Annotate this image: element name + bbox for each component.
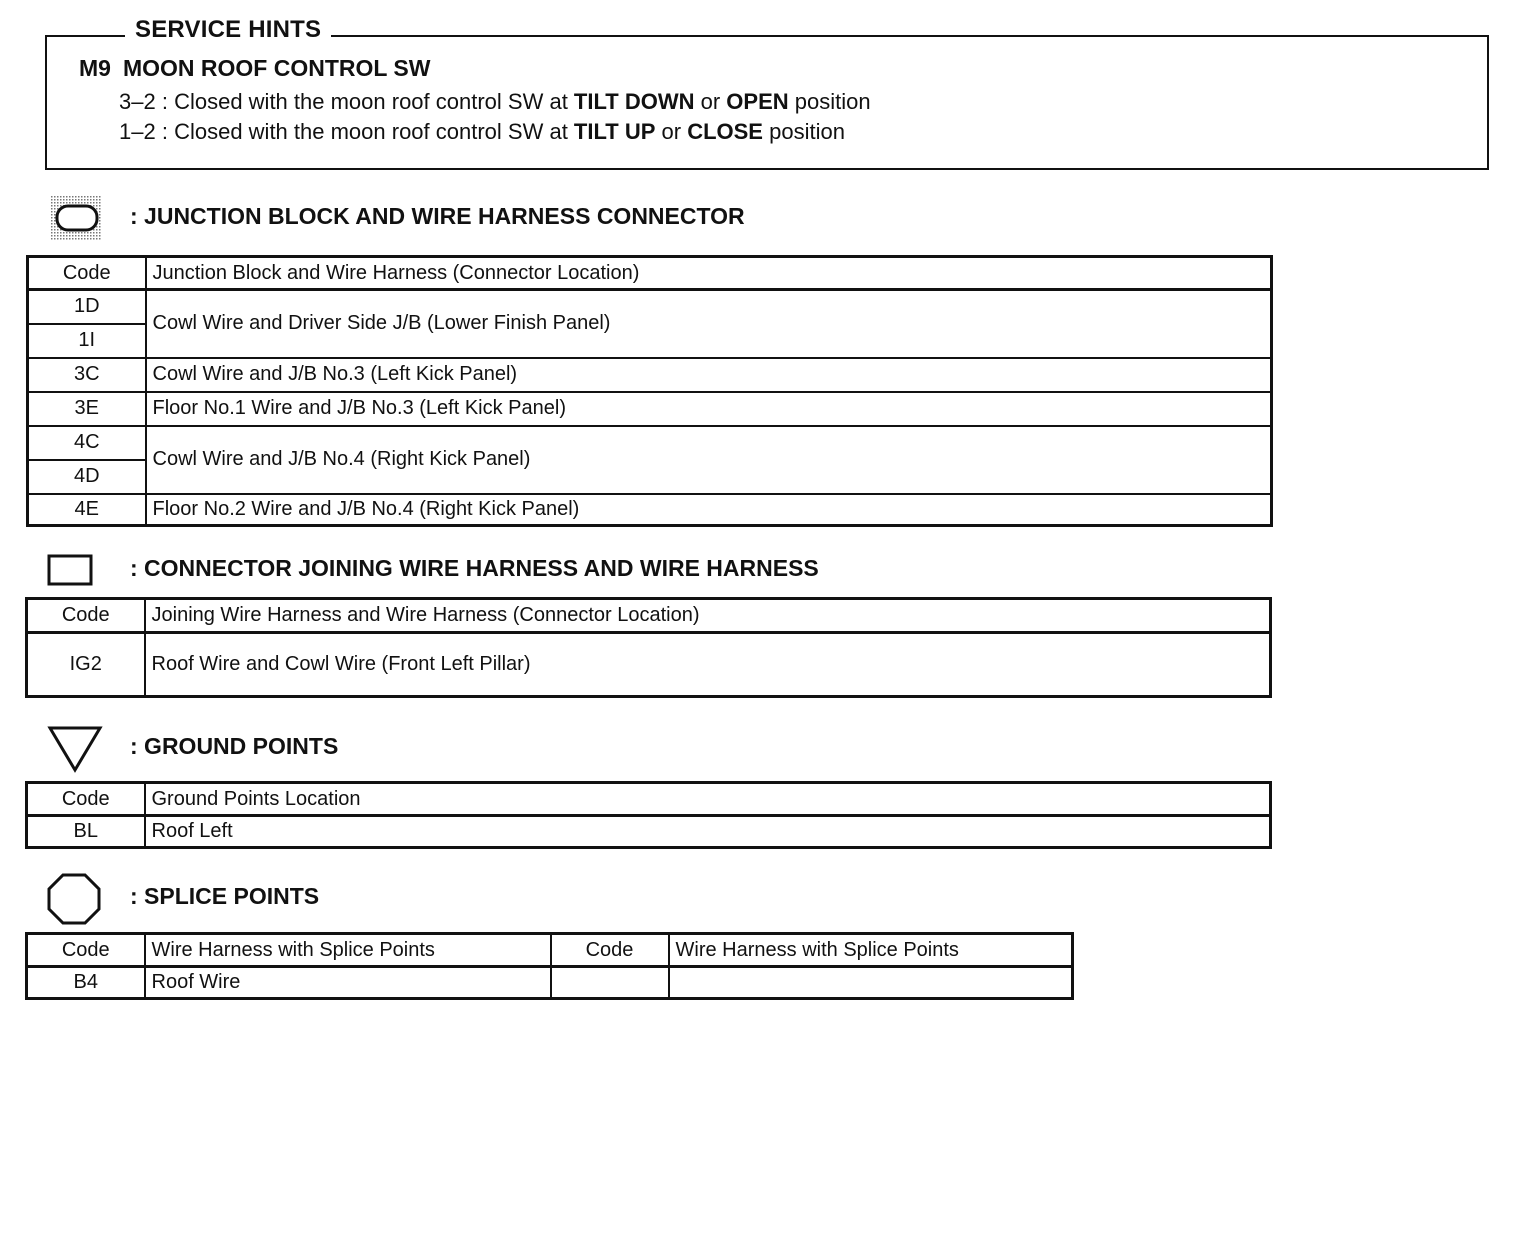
hint-position: TILT DOWN [573, 89, 695, 114]
component-code: M9 [79, 55, 111, 81]
wire-harness-cell: Roof Wire [145, 967, 551, 999]
location-cell: Cowl Wire and J/B No.3 (Left Kick Panel) [146, 358, 1272, 392]
location-cell: Cowl Wire and J/B No.4 (Right Kick Panel) [146, 426, 1272, 494]
hint-position: OPEN [726, 89, 789, 114]
column-header: Code [28, 257, 146, 290]
code-cell: 4C [28, 426, 146, 460]
table-row [27, 633, 1271, 697]
hint-text: position [762, 119, 845, 144]
table-header-row [27, 934, 1073, 967]
ground-point-symbol-icon [46, 724, 106, 774]
code-cell: IG2 [27, 633, 145, 697]
table-row [28, 426, 1272, 460]
location-cell: Cowl Wire and Driver Side J/B (Lower Finish Panel) [146, 290, 1272, 358]
code-cell: BL [27, 816, 145, 848]
ground-heading: : GROUND POINTS [130, 733, 339, 759]
hint-position: CLOSE [687, 119, 763, 144]
code-cell: 1D [28, 290, 146, 324]
connector-heading: : CONNECTOR JOINING WIRE HARNESS AND WIRE HARNESS [130, 555, 819, 581]
hint-text: position [788, 89, 871, 114]
table-header-row [27, 599, 1271, 633]
table-row [27, 816, 1271, 848]
code-cell [551, 967, 669, 999]
column-header: Code [27, 783, 145, 816]
table-row [28, 494, 1272, 526]
code-cell: B4 [27, 967, 145, 999]
junction-heading: : JUNCTION BLOCK AND WIRE HARNESS CONNECTOR [130, 203, 745, 229]
component-name: MOON ROOF CONTROL SW [122, 55, 431, 81]
hint-position: TILT UP [573, 119, 656, 144]
hint-pins: 3–2 [119, 89, 156, 114]
splice-heading: : SPLICE POINTS [130, 883, 320, 909]
splice-point-symbol-icon [45, 872, 103, 926]
hint-pins: 1–2 [119, 119, 156, 144]
location-cell: Floor No.1 Wire and J/B No.3 (Left Kick Panel) [146, 392, 1272, 426]
connector-symbol-icon [46, 553, 96, 587]
code-cell: 4E [28, 494, 146, 526]
service-hints-legend: SERVICE HINTS [125, 16, 331, 44]
table-header-row [27, 783, 1271, 816]
column-header: Code [27, 599, 145, 633]
component-title [79, 55, 430, 82]
column-header: Code [551, 934, 669, 967]
location-cell: Floor No.2 Wire and J/B No.4 (Right Kick Panel) [146, 494, 1272, 526]
hint-line [119, 89, 871, 115]
wire-harness-cell [669, 967, 1073, 999]
hint-text: : Closed with the moon roof control SW at [161, 119, 574, 144]
table-header-row [28, 257, 1272, 290]
code-cell: 4D [28, 460, 146, 494]
column-header: Ground Points Location [145, 783, 1271, 816]
location-cell: Roof Left [145, 816, 1271, 848]
ground-table [25, 781, 1272, 849]
hint-text: or [655, 119, 688, 144]
junction-block-symbol-icon [48, 193, 106, 243]
junction-table [26, 255, 1273, 527]
column-header: Wire Harness with Splice Points [145, 934, 551, 967]
connector-table [25, 597, 1272, 698]
hint-text: or [694, 89, 727, 114]
table-row [28, 358, 1272, 392]
column-header: Junction Block and Wire Harness (Connector Location) [146, 257, 1272, 290]
column-header: Code [27, 934, 145, 967]
table-row [28, 290, 1272, 324]
hint-line [119, 119, 845, 145]
code-cell: 3E [28, 392, 146, 426]
code-cell: 3C [28, 358, 146, 392]
table-row [28, 392, 1272, 426]
hint-text: : Closed with the moon roof control SW at [161, 89, 574, 114]
column-header: Wire Harness with Splice Points [669, 934, 1073, 967]
code-cell: 1I [28, 324, 146, 358]
location-cell: Roof Wire and Cowl Wire (Front Left Pillar) [145, 633, 1271, 697]
splice-table [25, 932, 1074, 1000]
table-row [27, 967, 1073, 999]
column-header: Joining Wire Harness and Wire Harness (Connector Location) [145, 599, 1271, 633]
